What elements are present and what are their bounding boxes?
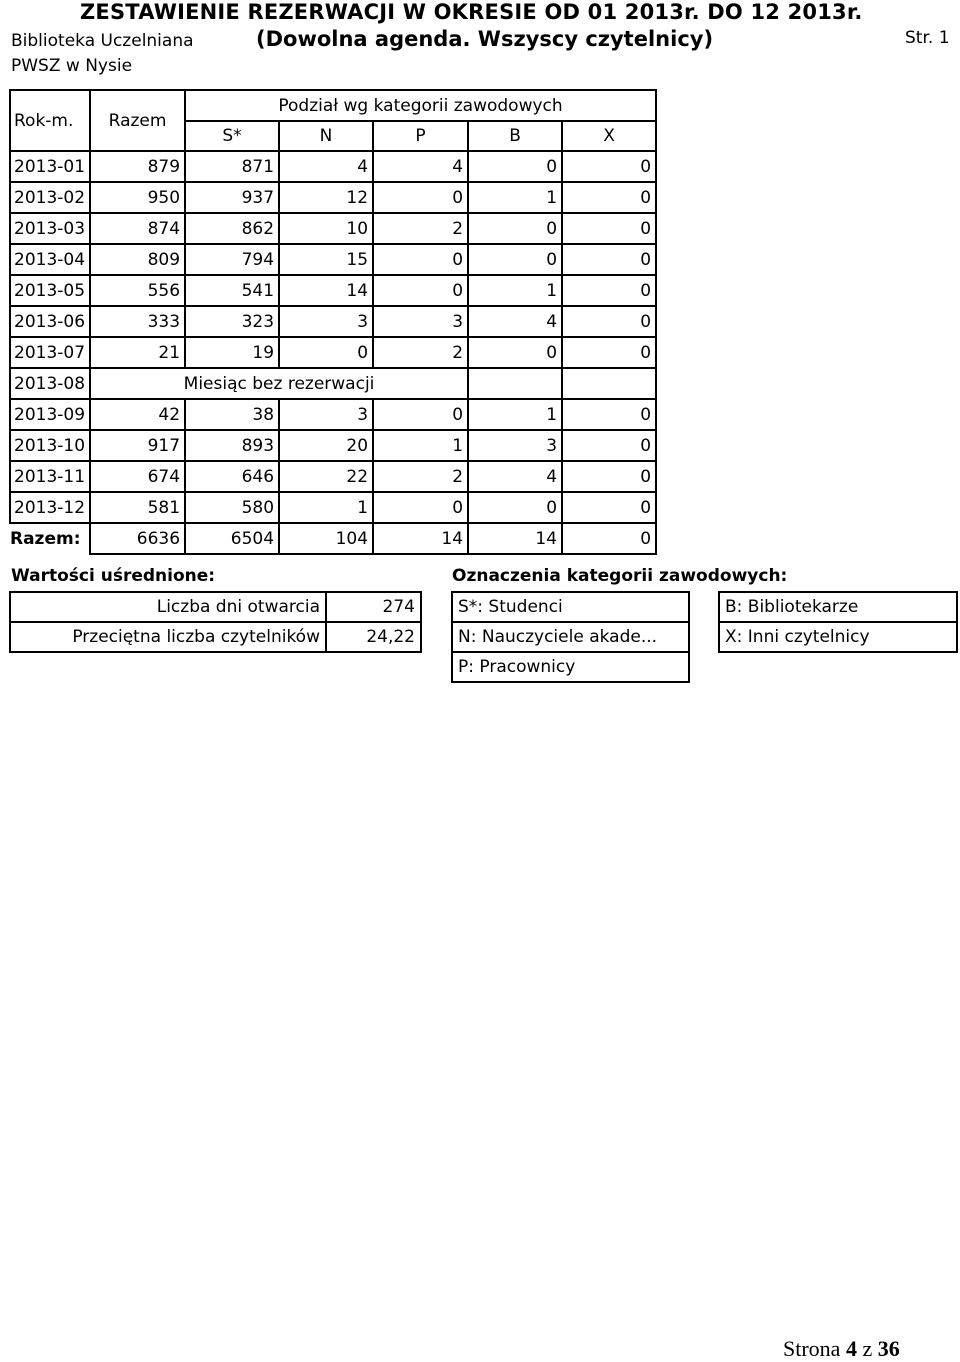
average-label: Przeciętna liczba czytelników xyxy=(10,622,326,652)
averages-title: Wartości uśrednione: xyxy=(11,566,216,586)
row-value: 580 xyxy=(185,492,279,523)
row-total: 917 xyxy=(90,430,185,461)
table-row xyxy=(10,399,656,430)
row-value: 794 xyxy=(185,244,279,275)
table-row xyxy=(10,592,421,622)
row-value: 1 xyxy=(468,182,562,213)
row-value: 3 xyxy=(279,306,373,337)
row-value: 3 xyxy=(279,399,373,430)
row-total: 581 xyxy=(90,492,185,523)
row-value: 12 xyxy=(279,182,373,213)
row-value: 0 xyxy=(373,244,468,275)
table-row xyxy=(10,622,421,652)
row-value: 4 xyxy=(468,461,562,492)
row-total: 879 xyxy=(90,151,185,182)
row-value: 0 xyxy=(562,244,656,275)
table-row xyxy=(10,275,656,306)
row-value: 2 xyxy=(373,337,468,368)
row-value: 0 xyxy=(468,492,562,523)
table-row xyxy=(10,461,656,492)
table-row xyxy=(10,244,656,275)
sum-value: 104 xyxy=(279,523,373,554)
table-row xyxy=(10,492,656,523)
row-value: 893 xyxy=(185,430,279,461)
row-value: 0 xyxy=(373,275,468,306)
row-month: 2013-08 xyxy=(10,368,90,399)
row-value: 0 xyxy=(468,151,562,182)
row-value: 3 xyxy=(373,306,468,337)
table-row xyxy=(10,213,656,244)
report-subtitle: (Dowolna agenda. Wszyscy czytelnicy) xyxy=(256,27,714,51)
row-month: 2013-04 xyxy=(10,244,90,275)
row-value: 871 xyxy=(185,151,279,182)
legend-item: P: Pracownicy xyxy=(452,652,689,682)
institution-name: Biblioteka Uczelniana xyxy=(11,31,194,51)
col-header-category: X xyxy=(562,121,656,151)
row-value: 38 xyxy=(185,399,279,430)
row-value: 541 xyxy=(185,275,279,306)
row-value: 4 xyxy=(373,151,468,182)
table-row xyxy=(10,151,656,182)
row-month: 2013-07 xyxy=(10,337,90,368)
legend-item: S*: Studenci xyxy=(452,592,689,622)
sum-value: 14 xyxy=(373,523,468,554)
row-value: 1 xyxy=(279,492,373,523)
row-total: 809 xyxy=(90,244,185,275)
table-row xyxy=(10,182,656,213)
row-total: 333 xyxy=(90,306,185,337)
row-value: 22 xyxy=(279,461,373,492)
page-footer xyxy=(783,1336,900,1362)
row-value: 1 xyxy=(468,275,562,306)
average-value: 274 xyxy=(326,592,421,622)
row-month: 2013-11 xyxy=(10,461,90,492)
row-value: 0 xyxy=(562,461,656,492)
legend-table-2 xyxy=(718,591,958,653)
row-value: 862 xyxy=(185,213,279,244)
footer-prefix: Strona xyxy=(783,1336,841,1361)
row-value: 0 xyxy=(373,182,468,213)
row-value: 646 xyxy=(185,461,279,492)
row-total: 42 xyxy=(90,399,185,430)
row-value: 14 xyxy=(279,275,373,306)
col-header-month: Rok-m. xyxy=(10,90,90,151)
row-value: 0 xyxy=(562,399,656,430)
legend-table-1 xyxy=(451,591,690,683)
legend-item: N: Nauczyciele akade... xyxy=(452,622,689,652)
row-value: 15 xyxy=(279,244,373,275)
col-header-category: B xyxy=(468,121,562,151)
row-value: 1 xyxy=(468,399,562,430)
row-value: 0 xyxy=(562,213,656,244)
institution-subname: PWSZ w Nysie xyxy=(11,56,133,76)
row-month: 2013-06 xyxy=(10,306,90,337)
average-value: 24,22 xyxy=(326,622,421,652)
row-value: 0 xyxy=(373,399,468,430)
col-header-category: N xyxy=(279,121,373,151)
row-value: 0 xyxy=(373,492,468,523)
row-month: 2013-02 xyxy=(10,182,90,213)
average-label: Liczba dni otwarcia xyxy=(10,592,326,622)
row-value: 0 xyxy=(279,337,373,368)
row-value: 19 xyxy=(185,337,279,368)
row-month: 2013-10 xyxy=(10,430,90,461)
footer-current-page: 4 xyxy=(845,1336,857,1361)
reservations-table xyxy=(9,89,657,555)
row-value: 4 xyxy=(279,151,373,182)
sum-row xyxy=(10,523,656,554)
row-value: 0 xyxy=(562,430,656,461)
sum-total: 6636 xyxy=(90,523,185,554)
sum-value: 6504 xyxy=(185,523,279,554)
legend-item: X: Inni czytelnicy xyxy=(719,622,957,652)
row-value: 0 xyxy=(468,244,562,275)
row-value: 2 xyxy=(373,213,468,244)
sum-label: Razem: xyxy=(10,529,81,549)
no-reservations-note: Miesiąc bez rezerwacji xyxy=(90,368,468,399)
row-value: 0 xyxy=(562,151,656,182)
row-value: 1 xyxy=(373,430,468,461)
row-total: 874 xyxy=(90,213,185,244)
row-month: 2013-09 xyxy=(10,399,90,430)
row-value: 0 xyxy=(562,275,656,306)
table-row xyxy=(10,337,656,368)
row-total: 21 xyxy=(90,337,185,368)
col-header-category: S* xyxy=(185,121,279,151)
row-value: 937 xyxy=(185,182,279,213)
row-total: 950 xyxy=(90,182,185,213)
report-title: ZESTAWIENIE REZERWACJI W OKRESIE OD 01 2013r. DO 12 2013r. xyxy=(80,0,863,24)
row-value: 0 xyxy=(562,182,656,213)
row-value: 0 xyxy=(468,337,562,368)
row-value: 0 xyxy=(562,337,656,368)
col-header-total: Razem xyxy=(90,90,185,151)
row-value: 323 xyxy=(185,306,279,337)
table-row xyxy=(10,368,656,399)
row-month: 2013-01 xyxy=(10,151,90,182)
col-group-header: Podział wg kategorii zawodowych xyxy=(185,90,656,121)
legend-item: B: Bibliotekarze xyxy=(719,592,957,622)
row-value: 20 xyxy=(279,430,373,461)
table-row xyxy=(10,430,656,461)
row-empty-cell xyxy=(468,368,562,399)
row-value: 10 xyxy=(279,213,373,244)
row-value: 4 xyxy=(468,306,562,337)
col-header-category: P xyxy=(373,121,468,151)
footer-total-pages: 36 xyxy=(877,1336,900,1361)
row-month: 2013-05 xyxy=(10,275,90,306)
row-value: 0 xyxy=(468,213,562,244)
sum-value: 14 xyxy=(468,523,562,554)
sum-value: 0 xyxy=(562,523,656,554)
row-value: 2 xyxy=(373,461,468,492)
row-month: 2013-03 xyxy=(10,213,90,244)
row-total: 674 xyxy=(90,461,185,492)
row-month: 2013-12 xyxy=(10,492,90,523)
table-row xyxy=(10,306,656,337)
legend-title: Oznaczenia kategorii zawodowych: xyxy=(452,566,788,586)
row-total: 556 xyxy=(90,275,185,306)
page-label: Str. 1 xyxy=(905,28,950,48)
row-value: 3 xyxy=(468,430,562,461)
row-value: 0 xyxy=(562,492,656,523)
row-value: 0 xyxy=(562,306,656,337)
row-empty-cell xyxy=(562,368,656,399)
averages-table xyxy=(9,591,422,653)
footer-separator: z xyxy=(862,1336,873,1361)
